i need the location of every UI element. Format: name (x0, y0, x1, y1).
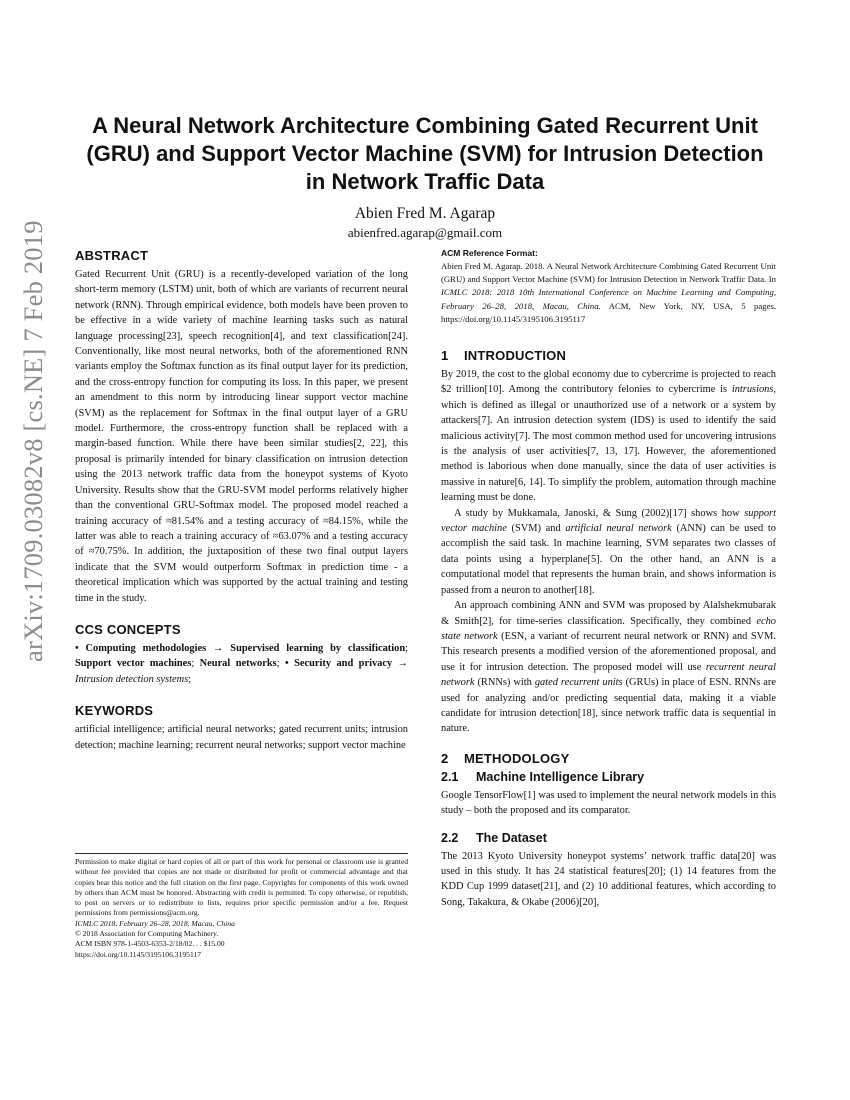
ccs-term: • Security and privacy → (285, 658, 408, 670)
keywords-text: artificial intelligence; artificial neural networks; gated recurrent units; intrusion detection; machine learning; recurrent neural networks; support vector machine (75, 724, 408, 751)
intro-paragraph-3 (441, 598, 776, 737)
emphasis: recurrent neural network (441, 661, 777, 689)
text-run: An approach combining ANN and SVM was proposed by Alalshekmubarak & Smith[2], for time-series classification. Specifically, they combined (441, 600, 776, 627)
ccs-sep: ; (188, 673, 192, 685)
acm-ref-citation: Abien Fred M. Agarap. 2018. A Neural Network Architecture Combining Gated Recurrent Unit (GRU) and Support Vector Machine (SVM) for Intrusion Detection in Network Traffic Data. In (441, 261, 776, 285)
author-name: Abien Fred M. Agarap (354, 205, 496, 222)
emphasis: gated recurrent units (534, 677, 623, 689)
copyright-line: © 2018 Association for Computing Machinery. (75, 929, 219, 939)
acm-ref-text (441, 260, 776, 326)
methodology-heading (441, 751, 776, 766)
ccs-term: Support vector machines (75, 658, 192, 670)
text-run: (RNNs) with (474, 677, 535, 689)
ccs-concepts (75, 641, 408, 687)
abstract-text: Gated Recurrent Unit (GRU) is a recently-developed variation of the long short-term memory (LSTM) unit, both of which are variants of recurrent neural network (RNN). Through empirical evidence, both models have been proven to be effective in a wide variety of machine learning tasks such as natural language processing[23], speech recognition[4], and text classification[24]. Conventionally, like most neural networks, both of the aforementioned RNN variants employ the Softmax function as its final output layer for its prediction, and the cross-entropy function for computing its loss. In this paper, we present an amendment to this norm by introducing linear support vector machine (SVM) as the replacement for Softmax in the final output layer of a GRU model. Furthermore, the cross-entropy function shall be replaced with a margin-based function. While there have been similar studies[2, 22], this proposal is primarily intended for binary classification on intrusion detection using the 2013 network traffic data from the honeypot systems of Kyoto University. Results show that the GRU-SVM model performs relatively higher than the conventional GRU-Softmax model. The proposed model reached a training accuracy of ≈81.54% and a testing accuracy of ≈84.15%, while the latter was able to reach a training accuracy of ≈63.07% and a testing accuracy of ≈70.75%. In addition, the juxtaposition of these two final output layers indicate that the SVM would outperform Softmax in prediction time - a theoretical implication which was supported by the actual training and testing time in the study. (75, 269, 408, 604)
text-run: (GRUs) in place of ESN. RNNs are used for analyzing and/or predicting sequential data, making it a viable candidate for intrusion detection[18], since network traffic data is sequential in nature. (441, 677, 776, 735)
subsection-title: The Dataset (476, 830, 547, 845)
emphasis: artificial neural network (565, 523, 672, 535)
right-column (441, 248, 776, 910)
acm-ref-publisher: ACM, New York, NY, USA, 5 pages. https://doi.org/10.1145/3195106.3195117 (441, 300, 776, 324)
subsection-title: Machine Intelligence Library (476, 769, 645, 784)
emphasis: intrusions (731, 384, 774, 396)
ccs-term: • Computing methodologies → Supervised learning by classification (75, 642, 406, 654)
text-run: , which is defined as illegal or unauthorized use of a network or a system by attackers[7]. An intrusion detection system (IDS) is used to identify the said malicious activity[7]. The most common method used for uncovering intrusions is the analysis of user activities[7, 13, 17]. However, the aforementioned method is laborious when done manually, since the data of user activities is massive in nature[6, 14]. To simplify the problem, automation through machine learning must be done. (441, 384, 776, 504)
subsection-number: 2.1 (441, 769, 459, 784)
left-column (75, 248, 408, 753)
text-run: (ESN, a variant of recurrent neural network or RNN) and SVM. This research presents a modified version of the aforementioned proposal, and use it for intrusion detection. The proposed model will use (441, 630, 776, 673)
subsection-heading-dataset (441, 831, 776, 845)
acm-ref-heading: ACM Reference Format: (441, 248, 538, 258)
keywords-heading: KEYWORDS (75, 703, 154, 719)
text-run: By 2019, the cost to the global economy due to cybercrime is projected to reach $2 trillion[10]. Among the contributory felonies to cybercrime is (441, 369, 776, 396)
paper-title: A Neural Network Architecture Combining Gated Recurrent Unit (GRU) and Support Vector Machine (SVM) for Intrusion Detection in Network Traffic Data (86, 113, 764, 194)
section-number: 1 (441, 348, 449, 364)
ccs-sep: ; (191, 658, 200, 670)
emphasis: support vector machine (441, 507, 776, 535)
intro-paragraph-1 (441, 367, 776, 506)
conference-line: ICMLC 2018, February 26–28, 2018, Macau, China (75, 918, 235, 928)
isbn-line: ACM ISBN 978-1-4503-6353-2/18/02. . . $15.00 (75, 939, 225, 949)
doi-link[interactable]: https://doi.org/10.1145/3195106.3195117 (75, 949, 202, 959)
intro-heading (441, 348, 776, 363)
text-run: A study by Mukkamala, Janoski, & Sung (2002)[17] shows how (454, 507, 745, 519)
section-title: METHODOLOGY (464, 750, 570, 766)
subsection-heading-library (441, 770, 776, 784)
ccs-sep: ; (276, 658, 286, 670)
author-email: abienfred.agarap@gmail.com (347, 225, 503, 240)
abstract-heading: ABSTRACT (75, 248, 149, 263)
ccs-heading: CCS CONCEPTS (75, 621, 181, 637)
ccs-sep: ; (405, 642, 408, 654)
acm-ref-venue: ICMLC 2018: 2018 10th International Conference on Machine Learning and Computing, February 26–28, 2018, Macau, China. (441, 287, 776, 311)
text-run: (SVM) and (506, 523, 566, 535)
subsection-number: 2.2 (441, 830, 459, 845)
dataset-paragraph: The 2013 Kyoto University honeypot systems’ network traffic data[20] was used in this study. It has 24 statistical features[20]; (1) 14 features from the KDD Cup 1999 dataset[21], and (2) 10 additional features, which according to Song, Takakura, & Okabe (2006)[20], (441, 850, 776, 908)
intro-paragraph-2 (441, 506, 776, 598)
ccs-term: Neural networks (199, 658, 277, 670)
library-paragraph: Google TensorFlow[1] was used to implement the neural network models in this study – both the proposed and its comparator. (441, 789, 776, 817)
emphasis: echo state network (441, 615, 776, 642)
arxiv-stamp: arXiv:1709.03082v8 [cs.NE] 7 Feb 2019 (18, 220, 48, 662)
section-title: INTRODUCTION (464, 348, 567, 364)
ccs-term: Intrusion detection systems (75, 673, 189, 685)
text-run: (ANN) can be used to accomplish the said task. In machine learning, SVM separates two classes of data points using a hyperplane[5]. On the other hand, an ANN is a computational model that represents the human brain, and shows information is passed from a neuron to another[18]. (441, 523, 776, 596)
section-number: 2 (441, 750, 449, 766)
permission-text: Permission to make digital or hard copies of all or part of this work for personal or classroom use is granted without fee provided that copies are not made or distributed for profit or commercial advantage and that copies bear this notice and the full citation on the first page. Copyrights for components of this work owned by others than ACM must be honored. Abstracting with credit is permitted. To copy otherwise, or republish, to post on servers or to redistribute to lists, requires prior specific permission and/or a fee. Request permissions from permissions@acm.org. (75, 857, 408, 918)
permission-footnote (75, 853, 408, 960)
